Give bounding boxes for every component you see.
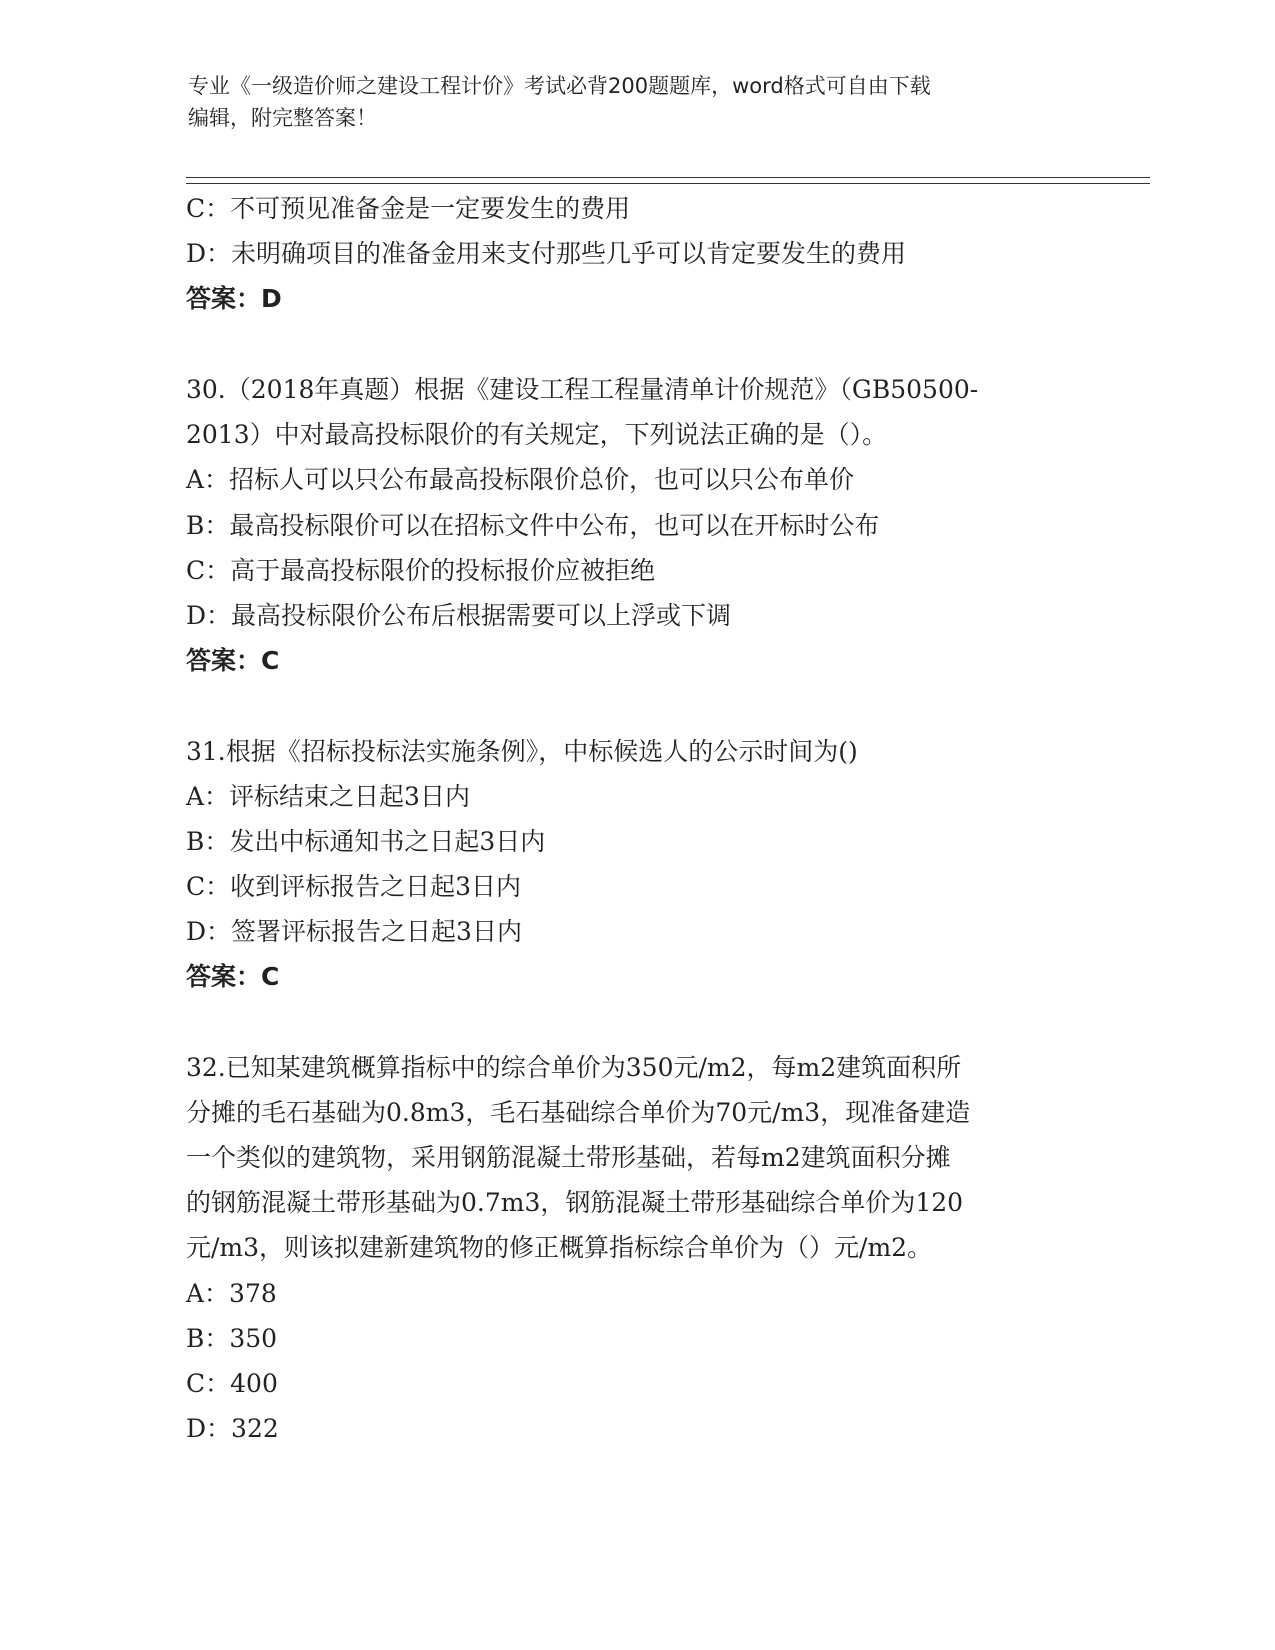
- q31-answer: 答案：C: [186, 962, 280, 991]
- q31-option-b: B：发出中标通知书之日起3日内: [186, 827, 546, 856]
- q32-stem-line-2: 分摊的毛石基础为0.8m3，毛石基础综合单价为70元/m3，现准备建造: [186, 1098, 971, 1127]
- q31-option-c: C：收到评标报告之日起3日内: [186, 872, 522, 901]
- q30-option-c: C：高于最高投标限价的投标报价应被拒绝: [186, 556, 656, 585]
- header-line-1: 专业《一级造价师之建设工程计价》考试必背200题题库，word格式可自由下载: [188, 74, 931, 98]
- q32-option-b: B：350: [186, 1324, 278, 1353]
- q30-answer: 答案：C: [186, 646, 280, 675]
- q29-option-c: C：不可预见准备金是一定要发生的费用: [186, 194, 631, 223]
- q32-stem-line-4: 的钢筋混凝土带形基础为0.7m3，钢筋混凝土带形基础综合单价为120: [186, 1188, 964, 1217]
- q32-stem-line-3: 一个类似的建筑物，采用钢筋混凝土带形基础，若每m2建筑面积分摊: [186, 1143, 951, 1172]
- q31-stem: 31.根据《招标投标法实施条例》，中标候选人的公示时间为(): [186, 737, 858, 766]
- q31-option-d: D：签署评标报告之日起3日内: [186, 917, 522, 946]
- q30-stem-line-1: 30.（2018年真题）根据《建设工程工程量清单计价规范》（GB50500-: [186, 375, 979, 404]
- page-header: [188, 70, 1088, 134]
- q30-option-d: D：最高投标限价公布后根据需要可以上浮或下调: [186, 601, 732, 630]
- header-line-2: 编辑，附完整答案！: [188, 106, 377, 130]
- q30-stem-line-2: 2013）中对最高投标限价的有关规定，下列说法正确的是（）。: [186, 420, 888, 449]
- q31-option-a: A：评标结束之日起3日内: [186, 782, 470, 811]
- q32-option-a: A：378: [186, 1279, 277, 1308]
- q29-answer: 答案：D: [186, 284, 282, 313]
- q32-stem-line-1: 32.已知某建筑概算指标中的综合单价为350元/m2，每m2建筑面积所: [186, 1053, 962, 1082]
- q32-stem-line-5: 元/m3，则该拟建新建筑物的修正概算指标综合单价为（）元/m2。: [186, 1233, 933, 1262]
- header-divider-top: [186, 177, 1150, 178]
- q30-option-a: A：招标人可以只公布最高投标限价总价，也可以只公布单价: [186, 465, 855, 494]
- q29-option-d: D：未明确项目的准备金用来支付那些几乎可以肯定要发生的费用: [186, 239, 907, 268]
- header-divider-bottom: [186, 183, 1150, 184]
- q30-option-b: B：最高投标限价可以在招标文件中公布，也可以在开标时公布: [186, 511, 880, 540]
- q32-option-c: C：400: [186, 1369, 278, 1398]
- q32-option-d: D：322: [186, 1414, 279, 1443]
